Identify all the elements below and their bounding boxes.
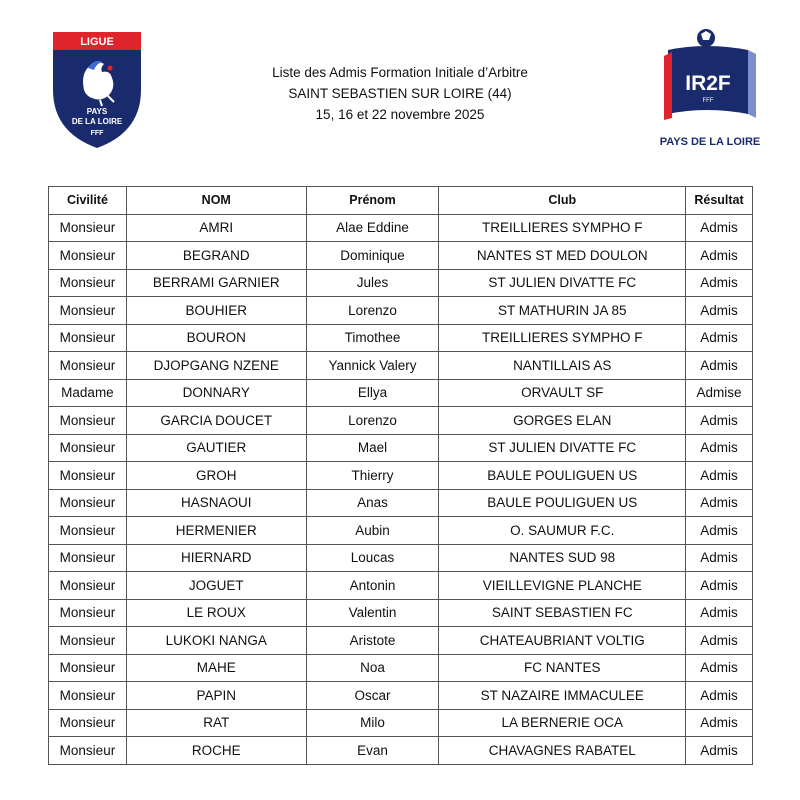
cell-civilite: Monsieur <box>49 709 127 737</box>
table-row <box>49 682 753 710</box>
cell-civilite: Monsieur <box>49 214 127 242</box>
cell-civilite: Monsieur <box>49 434 127 462</box>
cell-club: VIEILLEVIGNE PLANCHE <box>439 572 686 600</box>
cell-nom: HERMENIER <box>126 517 306 545</box>
cell-prenom: Yannick Valery <box>306 352 439 380</box>
document-dates: 15, 16 et 22 novembre 2025 <box>315 107 485 122</box>
cell-prenom: Lorenzo <box>306 297 439 325</box>
cell-prenom: Mael <box>306 434 439 462</box>
cell-civilite: Madame <box>49 379 127 407</box>
cell-nom: ROCHE <box>126 737 306 765</box>
cell-civilite: Monsieur <box>49 324 127 352</box>
svg-text:FFF: FFF <box>90 130 104 137</box>
cell-resultat: Admis <box>686 324 753 352</box>
cell-prenom: Noa <box>306 654 439 682</box>
cell-nom: MAHE <box>126 654 306 682</box>
cell-club: NANTILLAIS AS <box>439 352 686 380</box>
cell-club: ST JULIEN DIVATTE FC <box>439 269 686 297</box>
ligue-pays-de-la-loire-logo <box>50 28 144 150</box>
svg-text:PAYS: PAYS <box>86 107 108 116</box>
cell-resultat: Admis <box>686 627 753 655</box>
cell-nom: DONNARY <box>126 379 306 407</box>
cell-club: O. SAUMUR F.C. <box>439 517 686 545</box>
cell-civilite: Monsieur <box>49 544 127 572</box>
table-row <box>49 379 753 407</box>
cell-nom: GAUTIER <box>126 434 306 462</box>
cell-club: ORVAULT SF <box>439 379 686 407</box>
cell-nom: AMRI <box>126 214 306 242</box>
cell-nom: RAT <box>126 709 306 737</box>
cell-prenom: Valentin <box>306 599 439 627</box>
ir2f-logo <box>660 28 760 152</box>
cell-prenom: Aubin <box>306 517 439 545</box>
table-body <box>49 214 753 764</box>
cell-club: TREILLIERES SYMPHO F <box>439 324 686 352</box>
column-header-club: Club <box>439 187 686 215</box>
table-row <box>49 269 753 297</box>
table-row <box>49 737 753 765</box>
cell-club: BAULE POULIGUEN US <box>439 462 686 490</box>
column-header-resultat: Résultat <box>686 187 753 215</box>
table-row <box>49 214 753 242</box>
cell-civilite: Monsieur <box>49 269 127 297</box>
document-title: Liste des Admis Formation Initiale d’Arbitre <box>272 65 528 80</box>
cell-club: CHATEAUBRIANT VOLTIG <box>439 627 686 655</box>
cell-nom: GARCIA DOUCET <box>126 407 306 435</box>
cell-prenom: Evan <box>306 737 439 765</box>
table-row <box>49 489 753 517</box>
cell-civilite: Monsieur <box>49 627 127 655</box>
cell-club: SAINT SEBASTIEN FC <box>439 599 686 627</box>
cell-nom: BOURON <box>126 324 306 352</box>
cell-resultat: Admis <box>686 297 753 325</box>
cell-nom: BERRAMI GARNIER <box>126 269 306 297</box>
table-row <box>49 517 753 545</box>
table-row <box>49 352 753 380</box>
document-header <box>200 62 600 125</box>
document-location: SAINT SEBASTIEN SUR LOIRE (44) <box>288 86 512 101</box>
cell-club: NANTES ST MED DOULON <box>439 242 686 270</box>
table-header-row <box>49 187 753 215</box>
cell-resultat: Admis <box>686 572 753 600</box>
cell-civilite: Monsieur <box>49 242 127 270</box>
cell-club: CHAVAGNES RABATEL <box>439 737 686 765</box>
table-row <box>49 297 753 325</box>
cell-civilite: Monsieur <box>49 572 127 600</box>
cell-prenom: Loucas <box>306 544 439 572</box>
cell-prenom: Alae Eddine <box>306 214 439 242</box>
cell-resultat: Admis <box>686 654 753 682</box>
svg-text:FFF: FFF <box>702 98 714 104</box>
table-row <box>49 572 753 600</box>
cell-resultat: Admise <box>686 379 753 407</box>
cell-prenom: Oscar <box>306 682 439 710</box>
cell-resultat: Admis <box>686 462 753 490</box>
cell-club: GORGES ELAN <box>439 407 686 435</box>
column-header-nom: NOM <box>126 187 306 215</box>
cell-civilite: Monsieur <box>49 489 127 517</box>
cell-prenom: Anas <box>306 489 439 517</box>
cell-resultat: Admis <box>686 737 753 765</box>
cell-prenom: Aristote <box>306 627 439 655</box>
cell-civilite: Monsieur <box>49 407 127 435</box>
cell-resultat: Admis <box>686 682 753 710</box>
table-row <box>49 599 753 627</box>
cell-nom: LE ROUX <box>126 599 306 627</box>
column-header-civilite: Civilité <box>49 187 127 215</box>
admitted-list-table <box>48 186 753 765</box>
cell-civilite: Monsieur <box>49 517 127 545</box>
cell-nom: HIERNARD <box>126 544 306 572</box>
cell-resultat: Admis <box>686 599 753 627</box>
cell-nom: PAPIN <box>126 682 306 710</box>
cell-resultat: Admis <box>686 352 753 380</box>
table-row <box>49 462 753 490</box>
svg-text:IR2F: IR2F <box>685 72 731 95</box>
cell-prenom: Jules <box>306 269 439 297</box>
table-row <box>49 324 753 352</box>
cell-prenom: Lorenzo <box>306 407 439 435</box>
cell-club: BAULE POULIGUEN US <box>439 489 686 517</box>
cell-resultat: Admis <box>686 242 753 270</box>
cell-club: ST MATHURIN JA 85 <box>439 297 686 325</box>
svg-text:DE LA LOIRE: DE LA LOIRE <box>71 117 123 126</box>
cell-resultat: Admis <box>686 517 753 545</box>
cell-prenom: Thierry <box>306 462 439 490</box>
cell-prenom: Ellya <box>306 379 439 407</box>
cell-civilite: Monsieur <box>49 682 127 710</box>
cell-prenom: Dominique <box>306 242 439 270</box>
cell-resultat: Admis <box>686 489 753 517</box>
cell-nom: LUKOKI NANGA <box>126 627 306 655</box>
cell-resultat: Admis <box>686 214 753 242</box>
cell-civilite: Monsieur <box>49 297 127 325</box>
cell-civilite: Monsieur <box>49 599 127 627</box>
cell-club: NANTES SUD 98 <box>439 544 686 572</box>
cell-nom: BOUHIER <box>126 297 306 325</box>
cell-resultat: Admis <box>686 434 753 462</box>
cell-club: TREILLIERES SYMPHO F <box>439 214 686 242</box>
cell-nom: BEGRAND <box>126 242 306 270</box>
cell-club: ST JULIEN DIVATTE FC <box>439 434 686 462</box>
cell-civilite: Monsieur <box>49 654 127 682</box>
football-icon <box>697 29 715 47</box>
table-row <box>49 709 753 737</box>
cell-resultat: Admis <box>686 269 753 297</box>
cell-civilite: Monsieur <box>49 352 127 380</box>
cell-civilite: Monsieur <box>49 462 127 490</box>
cell-resultat: Admis <box>686 407 753 435</box>
table-row <box>49 627 753 655</box>
cell-nom: DJOPGANG NZENE <box>126 352 306 380</box>
cell-nom: HASNAOUI <box>126 489 306 517</box>
svg-text:PAYS DE LA LOIRE: PAYS DE LA LOIRE <box>660 136 760 148</box>
cell-nom: GROH <box>126 462 306 490</box>
table-row <box>49 407 753 435</box>
cell-resultat: Admis <box>686 544 753 572</box>
svg-text:LIGUE: LIGUE <box>80 36 114 48</box>
cell-prenom: Antonin <box>306 572 439 600</box>
table-row <box>49 242 753 270</box>
cell-civilite: Monsieur <box>49 737 127 765</box>
cell-prenom: Milo <box>306 709 439 737</box>
column-header-prenom: Prénom <box>306 187 439 215</box>
table-row <box>49 654 753 682</box>
cell-club: ST NAZAIRE IMMACULEE <box>439 682 686 710</box>
table-row <box>49 434 753 462</box>
cell-club: FC NANTES <box>439 654 686 682</box>
cell-resultat: Admis <box>686 709 753 737</box>
cell-prenom: Timothee <box>306 324 439 352</box>
table-row <box>49 544 753 572</box>
cell-club: LA BERNERIE OCA <box>439 709 686 737</box>
cell-nom: JOGUET <box>126 572 306 600</box>
